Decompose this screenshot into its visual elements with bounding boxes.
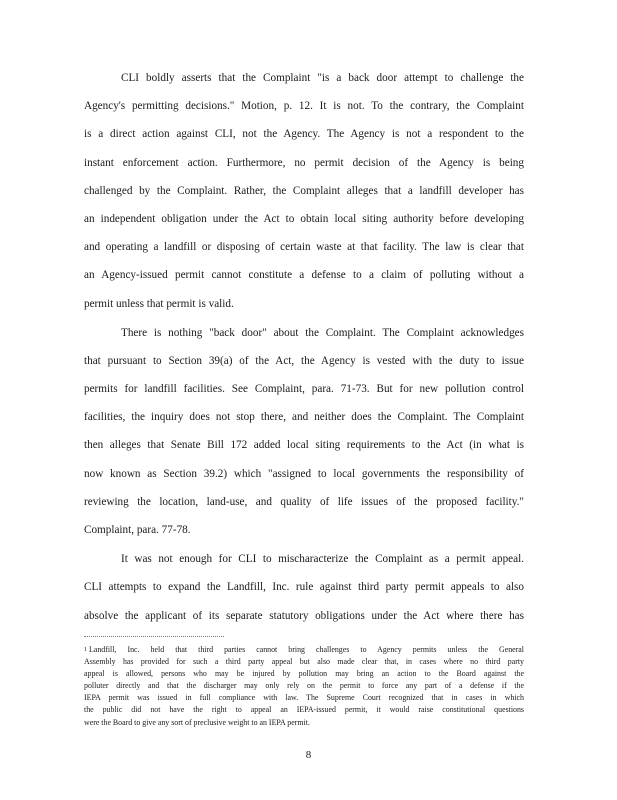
text-line: an Agency-issued permit cannot constitute a defense to a claim of polluting without a: [84, 269, 524, 282]
footnote-line: the public did not have the right to appeal an IEPA-issued permit, it would raise constitutional questions: [84, 705, 524, 715]
text-line: that pursuant to Section 39(a) of the Act, the Agency is vested with the duty to issue: [84, 354, 524, 367]
footnote-line: were the Board to give any sort of preclusive weight to an IEPA permit.: [84, 717, 310, 727]
text-line: challenged by the Complaint. Rather, the Complaint alleges that a landfill developer has: [84, 184, 524, 197]
footnote-line: appeal is allowed, persons who may be injured by pollution may bring an action to the Board against the: [84, 669, 524, 679]
page-number: 8: [305, 749, 312, 761]
text-line: Complaint, para. 77-78.: [84, 524, 191, 536]
footnote-line: IEPA permit was issued in full compliance with law. The Supreme Court recognized that in cases in which: [84, 693, 524, 703]
text-line: CLI boldly asserts that the Complaint "is a back door attempt to challenge the: [121, 72, 524, 84]
footnote-divider: [84, 636, 224, 637]
text-line: permits for landfill facilities. See Complaint, para. 71-73. But for new pollution control: [84, 383, 524, 396]
footnote-line: polluter directly and that the discharger may only rely on the permit to force any part of a defense if the: [84, 681, 524, 691]
text-line: CLI attempts to expand the Landfill, Inc. rule against third party permit appeals to also: [84, 581, 524, 594]
footnote-marker: 1: [84, 647, 87, 653]
text-line: absolve the applicant of its separate statutory obligations under the Act where there has: [84, 609, 524, 622]
text-line: facilities, the inquiry does not stop there, and neither does the Complaint. The Complaint: [84, 411, 524, 424]
text-line: now known as Section 39.2) which "assigned to local governments the responsibility of: [84, 467, 524, 480]
text-line: instant enforcement action. Furthermore, no permit decision of the Agency is being: [84, 156, 524, 169]
text-line: Agency's permitting decisions." Motion, p. 12. It is not. To the contrary, the Complaint: [84, 100, 524, 113]
text-line: It was not enough for CLI to mischaracterize the Complaint as a permit appeal.: [121, 553, 524, 566]
text-line: an independent obligation under the Act to obtain local siting authority before developing: [84, 212, 524, 225]
text-line: There is nothing "back door" about the Complaint. The Complaint acknowledges: [121, 326, 524, 339]
footnote-line: [84, 644, 524, 656]
text-line: then alleges that Senate Bill 172 added local siting requirements to the Act (in what is: [84, 439, 524, 452]
text-line: and operating a landfill or disposing of certain waste at that facility. The law is clear that: [84, 241, 524, 254]
footnote-line-text: Landfill, Inc. held that third parties cannot bring challenges to Agency permits unless the General: [89, 645, 524, 654]
footnote: [84, 644, 524, 729]
text-line: reviewing the location, land-use, and quality of life issues of the proposed facility.": [84, 495, 524, 508]
body-text: [84, 68, 524, 634]
footnote-line: Assembly has provided for such a third party appeal but also made clear that, in cases where no third party: [84, 657, 524, 667]
text-line: is a direct action against CLI, not the Agency. The Agency is not a respondent to the: [84, 128, 524, 141]
text-line: permit unless that permit is valid.: [84, 297, 234, 310]
